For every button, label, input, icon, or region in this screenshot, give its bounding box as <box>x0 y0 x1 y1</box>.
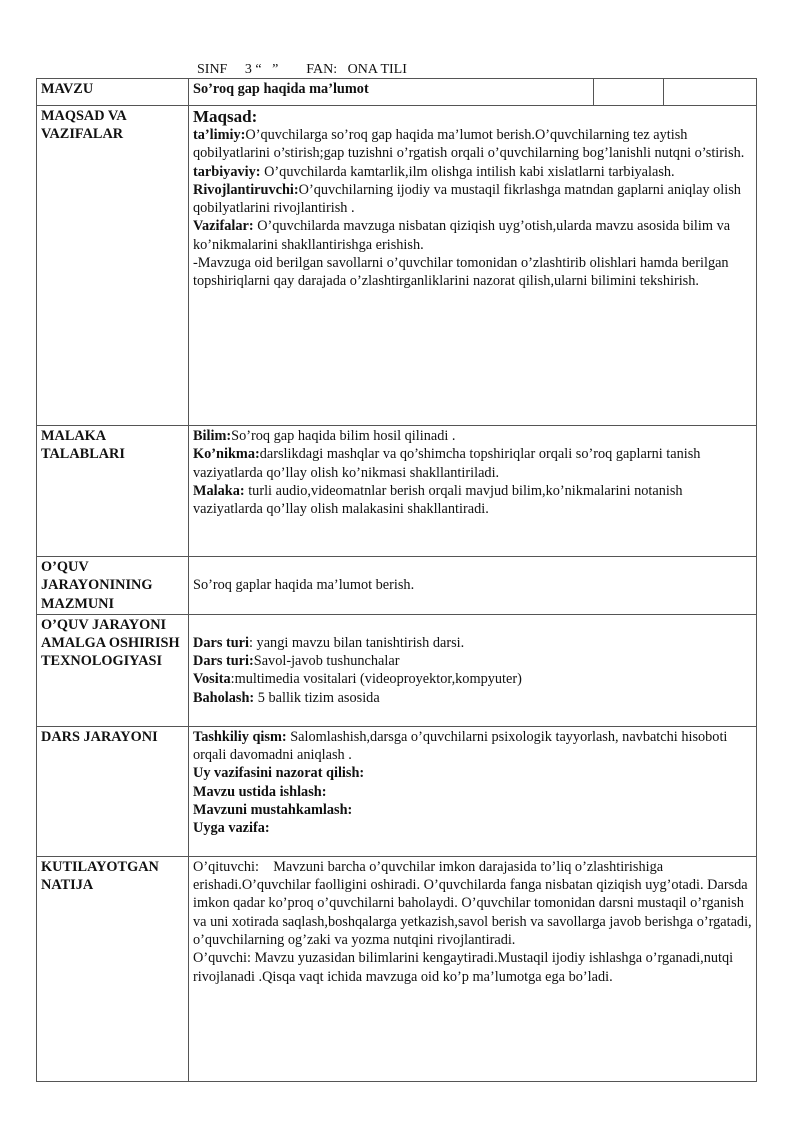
row-natija <box>37 856 757 1081</box>
dars-turi-2 <box>193 652 753 670</box>
label-dars: DARS JARAYONI <box>37 726 189 856</box>
vosita-line <box>193 670 753 688</box>
maqsad-content <box>189 106 757 426</box>
empty-cell <box>664 79 757 106</box>
dars-turi-1-label: Dars turi <box>193 634 249 651</box>
vazifalar-extra: -Mavzuga oid berilgan savollarni o’quvchilar tomonidan o’zlashtirib olishlari hamda berilgan topshiriqlarni qay darajada o’zlashtirganliklarini nazorat qilish,ularni bilimini tekshirish. <box>193 255 729 290</box>
lesson-plan-table <box>36 78 757 1082</box>
vosita-text: :multimedia vositalari (videoproyektor,kompyuter) <box>230 671 522 688</box>
talimiy-text: O’quvchilarga so’roq gap haqida ma’lumot berish.O’quvchilarning tez aytish qobilyatlarini o’stirish;gap tuzishni o’rgatish orqali o’quvchilarning bog’lanishli nutqni o’stirish. <box>193 127 745 162</box>
konikma-label: Ko’nikma: <box>193 446 260 463</box>
malaka-content <box>189 426 757 557</box>
oqituvchi-paragraph: O’qituvchi: Mavzuni barcha o’quvchilar imkon darajasida to’liq o’zlashtirishiga erishadi.O’quvchilar faolligini oshiradi. O’quvchilarda fanga nisbatan qiziqish uyg’otadi. Darsda imkon qadar ko’proq o’quvchilarni baholaydi. O’quvchilar tomonidan darsni mustaqil o’rganish va uni xotirada saqlash,boshqalarga yetkazish,savol berish va savollarga javob berishga o’rgatadi, o’quvchilarning og’zaki va yozma nutqini rivojlantiradi. <box>193 858 756 949</box>
dars-turi-1 <box>193 634 753 652</box>
label-natija: KUTILAYOTGAN NATIJA <box>37 856 189 1081</box>
mavzu-ustida-ishlash: Mavzu ustida ishlash: <box>193 783 327 800</box>
vazifalar-text: O’quvchilarda mavzuga nisbatan qiziqish uyg’otish,ularda mavzu asosida bilim va ko’nikmalarini shakllantirishga erishish. <box>193 218 731 253</box>
row-texnologiya <box>37 614 757 726</box>
bilim-paragraph <box>193 427 753 445</box>
vazifalar-label: Vazifalar: <box>193 218 254 235</box>
vazifalar-paragraph <box>193 217 753 254</box>
row-maqsad <box>37 106 757 426</box>
fan-value: ONA TILI <box>347 62 407 77</box>
dars-content <box>189 726 757 856</box>
tashkiliy-paragraph <box>193 728 753 765</box>
mazmun-text: So’roq gaplar haqida ma’lumot berish. <box>189 557 757 615</box>
malaka-text: turli audio,videomatnlar berish orqali mavjud bilim,ko’nikmalarini notanish vaziyatlarda qo’llay olish malakasini shakllantiradi. <box>193 482 683 518</box>
row-mavzu <box>37 79 757 106</box>
tashkiliy-text: Salomlashish,darsga o’quvchilarni psixologik tayyorlash, navbatchi hisoboti orqali davomadni aniqlash . <box>193 728 728 764</box>
talimiy-paragraph <box>193 126 753 163</box>
row-mazmun <box>37 557 757 615</box>
sinf-value: 3 “ ” <box>244 62 279 77</box>
label-malaka: MALAKA TALABLARI <box>37 426 189 557</box>
baholash-label: Baholash: <box>193 689 255 706</box>
fan-label: FAN: <box>306 62 338 77</box>
row-malaka <box>37 426 757 557</box>
empty-cell <box>594 79 664 106</box>
uyga-vazifa: Uyga vazifa: <box>193 820 270 837</box>
oquvchi-paragraph: O’quvchi: Mavzu yuzasidan bilimlarini kengaytiradi.Mustaqil ijodiy ishlashga o’rganadi,nutqi rivojlanadi .Qisqa vaqt ichida mavzuga oid ko’p ma’lumotga ega bo’ladi. <box>193 950 734 985</box>
rivojlantiruvchi-text: O’quvchilarning ijodiy va mustaqil fikrlashga matndan gaplarni aniqlay olish qobilyatlarini rivojlantirish . <box>193 181 741 217</box>
row-dars <box>37 726 757 856</box>
malaka-paragraph <box>193 482 753 519</box>
rivojlantiruvchi-paragraph <box>193 181 753 218</box>
tarbiyaviy-paragraph <box>193 163 753 181</box>
dars-turi-2-label: Dars turi: <box>193 653 254 670</box>
label-texnologiya: O’QUV JARAYONI AMALGA OSHIRISH TEXNOLOGIYASI <box>37 614 189 726</box>
uy-vazifa-nazorat: Uy vazifasini nazorat qilish: <box>193 765 365 782</box>
baholash-text: 5 ballik tizim asosida <box>254 689 380 706</box>
malaka-label: Malaka: <box>193 482 245 499</box>
tashkiliy-label: Tashkiliy qism: <box>193 728 287 745</box>
lesson-title: So’roq gap haqida ma’lumot <box>189 79 594 106</box>
lesson-header <box>197 62 407 78</box>
tarbiyaviy-text: O’quvchilarda kamtarlik,ilm olishga intilish kabi xislatlarni tarbiyalash. <box>260 163 675 180</box>
label-mazmun: O’QUV JARAYONINING MAZMUNI <box>37 557 189 615</box>
konikma-paragraph <box>193 445 753 482</box>
mavzuni-mustahkamlash: Mavzuni mustahkamlash: <box>193 802 353 819</box>
rivojlantiruvchi-label: Rivojlantiruvchi: <box>193 181 299 198</box>
label-maqsad: MAQSAD VA VAZIFALAR <box>37 106 189 426</box>
texnologiya-content <box>189 614 757 726</box>
talimiy-label: ta’limiy: <box>193 127 246 143</box>
sinf-label: SINF <box>197 62 228 77</box>
dars-turi-2-text: Savol-javob tushunchalar <box>253 653 400 670</box>
tarbiyaviy-label: tarbiyaviy: <box>193 163 261 180</box>
vosita-label: Vosita <box>193 671 231 688</box>
dars-turi-1-text: : yangi mavzu bilan tanishtirish darsi. <box>249 634 465 651</box>
baholash-line <box>193 689 753 707</box>
bilim-label: Bilim: <box>193 428 232 444</box>
label-mavzu: MAVZU <box>37 79 189 106</box>
bilim-text: So’roq gap haqida bilim hosil qilinadi . <box>231 428 456 444</box>
maqsad-heading: Maqsad: <box>193 107 258 126</box>
konikma-text: darslikdagi mashqlar va qo’shimcha topshiriqlar orqali so’roq gaplarni tanish vaziyatlarda qo’llay olish ko’nikmasi shakllantiriladi. <box>193 446 701 481</box>
natija-content <box>189 856 757 1081</box>
